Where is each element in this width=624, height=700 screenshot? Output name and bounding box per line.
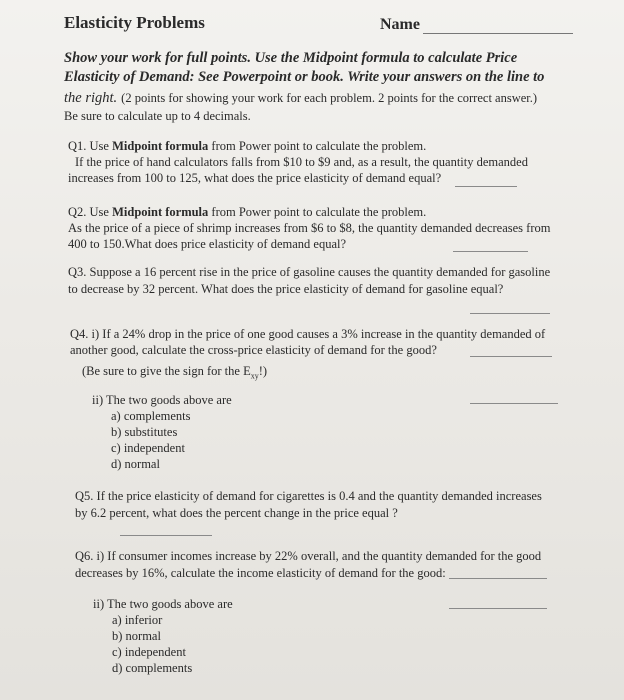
- q5-line-2: by 6.2 percent, what does the percent change in the price equal ?: [75, 506, 398, 520]
- page-title: Elasticity Problems: [64, 13, 205, 32]
- q2-line-3: 400 to 150.What does price elasticity of demand equal?: [68, 237, 347, 251]
- q4-line-2: another good, calculate the cross-price elasticity of demand for the good?: [70, 343, 437, 357]
- q6-option-c: c) independent: [112, 645, 186, 659]
- instructions-line-1: Show your work for full points. Use the Midpoint formula to calculate Price: [64, 50, 518, 66]
- q1-line-1: Q1. Use Midpoint formula from Power point to calculate the problem.: [68, 139, 427, 153]
- q2-answer-line[interactable]: [453, 251, 528, 252]
- instructions-line-2: Elasticity of Demand: See Powerpoint or book. Write your answers on the line to: [64, 69, 545, 85]
- q2-line-2: As the price of a piece of shrimp increases from $6 to $8, the quantity demanded decreases from: [68, 221, 551, 235]
- name-answer-line[interactable]: [423, 33, 573, 34]
- q4-option-a: a) complements: [111, 409, 191, 423]
- q4-line-3: (Be sure to give the sign for the $E_{xy}$!): [82, 364, 268, 381]
- q5-answer-line[interactable]: [120, 535, 212, 536]
- q4-option-b: b) substitutes: [111, 425, 178, 439]
- q6-ii-prompt: ii) The two goods above are: [93, 597, 233, 611]
- name-label: Name: [380, 16, 420, 33]
- q5-line-1: Q5. If the price elasticity of demand for cigarettes is 0.4 and the quantity demanded increases: [75, 489, 542, 503]
- q6-line-2: decreases by 16%, calculate the income elasticity of demand for the good:: [75, 566, 446, 580]
- q6-option-b: b) normal: [112, 629, 161, 643]
- q3-answer-line[interactable]: [470, 313, 550, 314]
- q4-option-c: c) independent: [111, 441, 185, 455]
- instructions-line-4: Be sure to calculate up to 4 decimals.: [64, 109, 251, 123]
- q4-line-1: Q4. i) If a 24% drop in the price of one good causes a 3% increase in the quantity demanded of: [70, 327, 546, 341]
- q6-i-answer-line[interactable]: [449, 578, 547, 579]
- q2-line-1: Q2. Use Midpoint formula from Power point to calculate the problem.: [68, 205, 427, 219]
- q1-answer-line[interactable]: [455, 186, 517, 187]
- instructions-line-3: the right. (2 points for showing your work for each problem. 2 points for the correct answer.): [64, 90, 538, 106]
- q4-option-d: d) normal: [111, 457, 160, 471]
- q6-ii-answer-line[interactable]: [449, 608, 547, 609]
- q3-line-1: Q3. Suppose a 16 percent rise in the price of gasoline causes the quantity demanded for gasoline: [68, 265, 551, 279]
- q1-line-3: increases from 100 to 125, what does the price elasticity of demand equal?: [68, 171, 442, 185]
- q6-option-d: d) complements: [112, 661, 193, 675]
- q4-ii-answer-line[interactable]: [470, 403, 558, 404]
- q4-ii-prompt: ii) The two goods above are: [92, 393, 232, 407]
- q4-i-answer-line[interactable]: [470, 356, 552, 357]
- q1-line-2: If the price of hand calculators falls from $10 to $9 and, as a result, the quantity demanded: [75, 155, 528, 169]
- q6-option-a: a) inferior: [112, 613, 163, 627]
- q6-line-1: Q6. i) If consumer incomes increase by 22% overall, and the quantity demanded for the good: [75, 549, 542, 563]
- q3-line-2: to decrease by 32 percent. What does the price elasticity of demand for gasoline equal?: [68, 282, 504, 296]
